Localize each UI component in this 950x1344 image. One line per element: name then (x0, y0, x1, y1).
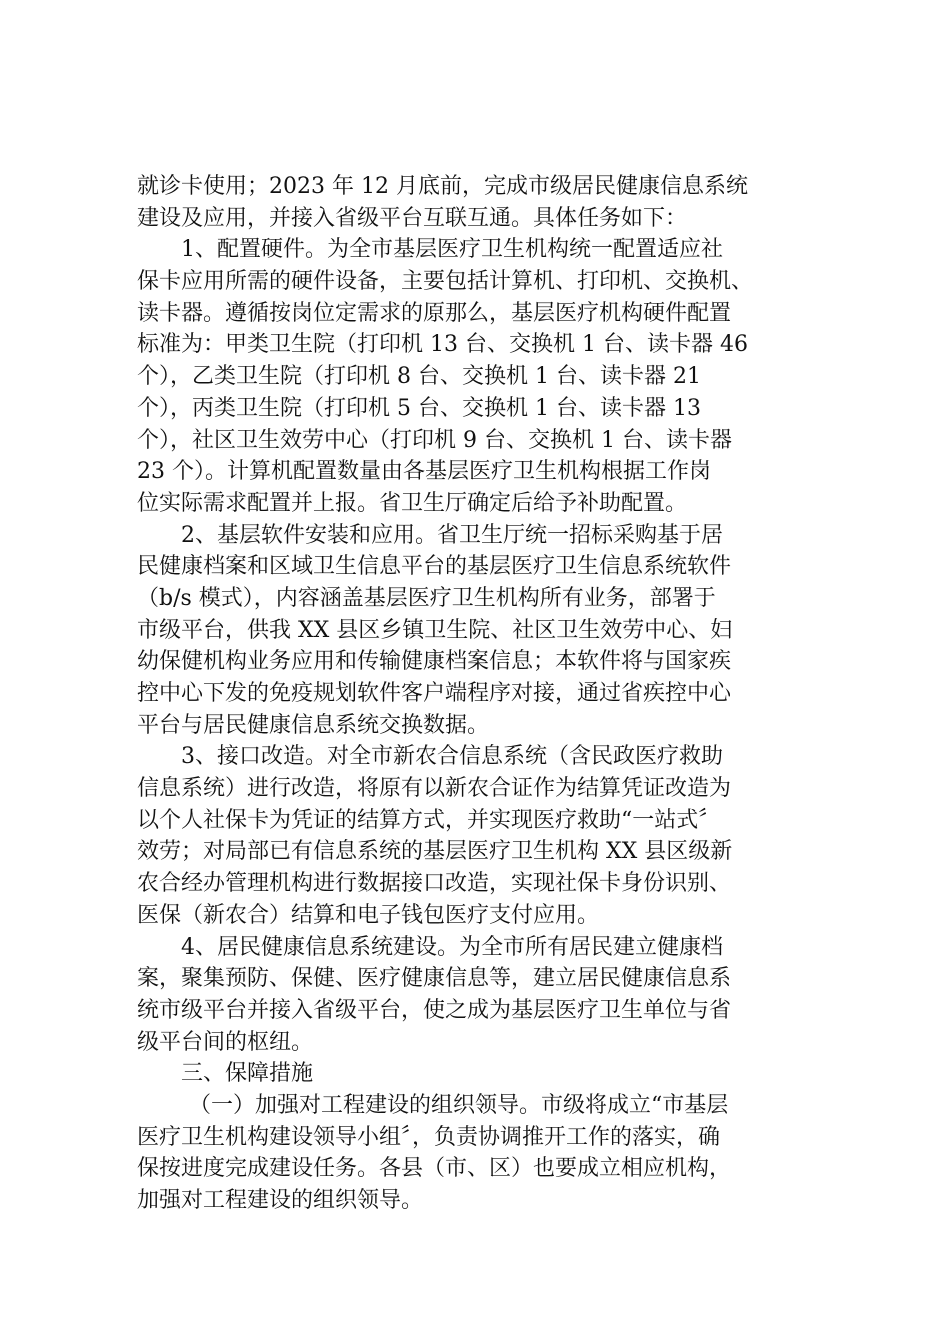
text-line: 3、接口改造。对全市新农合信息系统（含民政医疗救助 (181, 744, 723, 770)
text-line: 统市级平台并接入省级平台，使之成为基层医疗卫生单位与省 (137, 997, 732, 1023)
text-line: 以个人社保卡为凭证的结算方式，并实现医疗救助“一站式〞 (137, 807, 721, 833)
document-body (137, 171, 837, 1217)
text-line: 医疗卫生机构建设领导小组〞，负责协调推开工作的落实，确 (137, 1124, 721, 1150)
text-line: 个），乙类卫生院（打印机 8 台、交换机 1 台、读卡器 21 (137, 364, 701, 390)
text-line: 幼保健机构业务应用和传输健康档案信息；本软件将与国家疾 (137, 649, 732, 675)
text-line: 市级平台，供我 XX 县区乡镇卫生院、社区卫生效劳中心、妇 (137, 617, 733, 643)
text-line: 医保（新农合）结算和电子钱包医疗支付应用。 (137, 902, 600, 928)
text-line: 加强对工程建设的组织领导。 (137, 1188, 424, 1213)
text-line: 案，聚集预防、保健、医疗健康信息等，建立居民健康信息系 (137, 966, 732, 992)
text-line: 1、配置硬件。为全市基层医疗卫生机构统一配置适应社 (181, 237, 723, 263)
text-line: 平台与居民健康信息系统交换数据。 (137, 712, 490, 738)
text-line: 效劳；对局部已有信息系统的基层医疗卫生机构 XX 县区级新 (137, 839, 733, 865)
text-line: 23 个）。计算机配置数量由各基层医疗卫生机构根据工作岗 (137, 459, 711, 485)
text-line: （b/s 模式），内容涵盖基层医疗卫生机构所有业务，部署于 (137, 585, 716, 611)
text-line: 农合经办管理机构进行数据接口改造，实现社保卡身份识别、 (137, 871, 732, 897)
text-line: 2、基层软件安装和应用。省卫生厅统一招标采购基于居 (181, 522, 723, 548)
text-line: 控中心下发的免疫规划软件客户端程序对接，通过省疾控中心 (137, 681, 732, 706)
text-line: 级平台间的枢纽。 (137, 1029, 314, 1055)
text-line: 个），丙类卫生院（打印机 5 台、交换机 1 台、读卡器 13 (137, 395, 701, 421)
text-line: （一）加强对工程建设的组织领导。市级将成立“市基层 (189, 1092, 729, 1118)
text-line: 标准为：甲类卫生院（打印机 13 台、交换机 1 台、读卡器 46 (137, 332, 748, 358)
text-line: 保卡应用所需的硬件设备，主要包括计算机、打印机、交换机、 (137, 269, 754, 295)
text-line: 保按进度完成建设任务。各县（市、区）也要成立相应机构， (137, 1156, 732, 1182)
text-line: 建设及应用，并接入省级平台互联互通。具体任务如下： (137, 205, 688, 231)
text-line: 个），社区卫生效劳中心（打印机 9 台、交换机 1 台、读卡器 (137, 427, 732, 453)
text-line: 民健康档案和区域卫生信息平台的基层医疗卫生信息系统软件 (137, 554, 732, 580)
text-line: 位实际需求配置并上报。省卫生厅确定后给予补助配置。 (137, 490, 688, 516)
text-line: 三、保障措施 (181, 1061, 314, 1087)
text-line: 就诊卡使用；2023 年 12 月底前，完成市级居民健康信息系统 (137, 174, 748, 199)
text-line: 信息系统）进行改造，将原有以新农合证作为结算凭证改造为 (137, 776, 732, 802)
text-line: 读卡器。遵循按岗位定需求的原那么，基层医疗机构硬件配置 (137, 300, 732, 326)
text-line: 4、居民健康信息系统建设。为全市所有居民建立健康档 (181, 934, 723, 960)
